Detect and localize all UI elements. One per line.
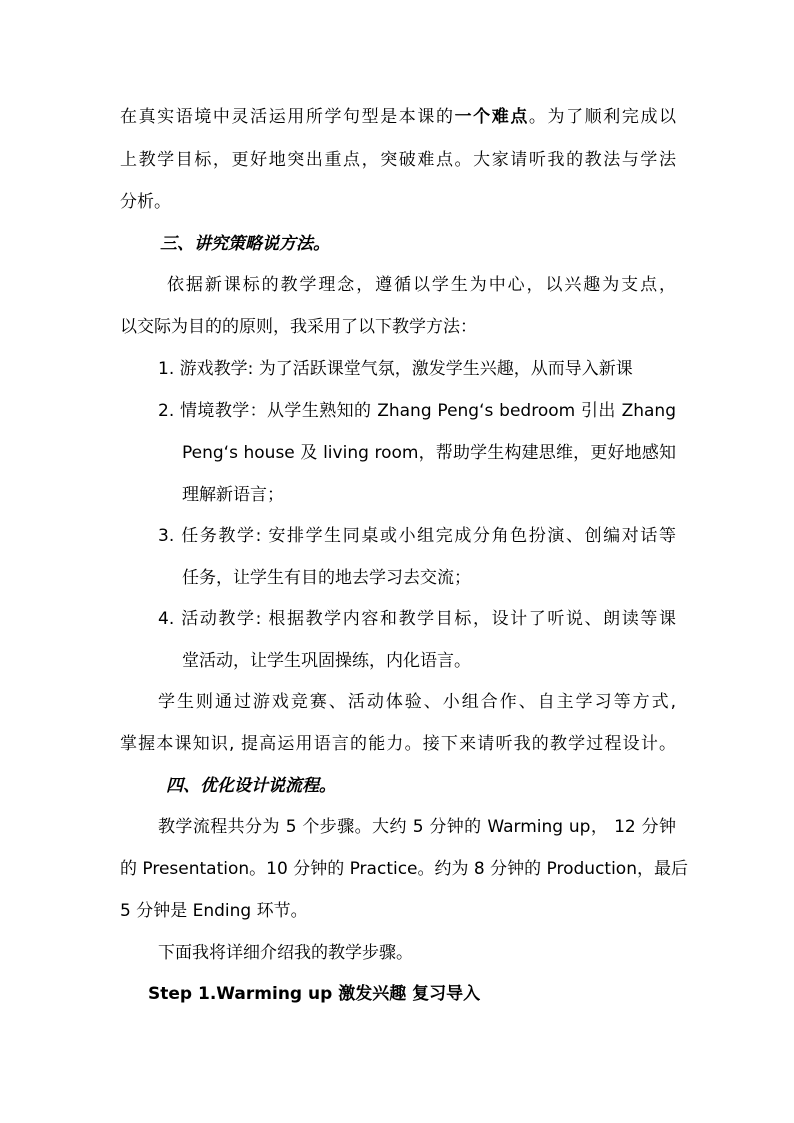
step-heading: Step 1.Warming up 激发兴趣 复习导入	[148, 984, 481, 1004]
paragraph-line: 分析。	[120, 192, 171, 212]
paragraph-line: 依据新课标的教学理念，遵循以学生为中心，以兴趣为支点，	[167, 275, 676, 295]
list-item: 3. 任务教学: 安排学生同桌或小组完成分角色扮演、创编对话等	[158, 526, 676, 546]
list-item: 1. 游戏教学: 为了活跃课堂气氛，激发学生兴趣，从而导入新课	[158, 359, 633, 379]
paragraph-line	[120, 105, 676, 129]
bold-text: 一个难点	[454, 107, 529, 127]
paragraph-line: 上教学目标，更好地突出重点，突破难点。大家请听我的教法与学法	[120, 150, 676, 170]
list-item-continuation: 理解新语言；	[182, 485, 284, 505]
section-heading: 三、讲究策略说方法。	[160, 234, 330, 254]
section-heading: 四、优化设计说流程。	[166, 776, 336, 796]
paragraph-line: 教学流程共分为 5 个步骤。大约 5 分钟的 Warming up， 12 分钟	[158, 817, 676, 837]
text-run: 在真实语境中灵活运用所学句型是本课的	[120, 107, 455, 127]
list-item: 4. 活动教学: 根据教学内容和教学目标，设计了听说、朗读等课	[158, 609, 676, 629]
list-item-continuation: 任务，让学生有目的地去学习去交流；	[182, 568, 471, 588]
list-item-continuation: Peng‘s house 及 living room，帮助学生构建思维，更好地感知	[182, 443, 676, 463]
text-run: 。为了顺利完成以	[528, 107, 677, 127]
paragraph-line: 学生则通过游戏竞赛、活动体验、小组合作、自主学习等方式,	[158, 692, 676, 712]
paragraph-line: 的 Presentation。10 分钟的 Practice。约为 8 分钟的 Production，最后	[120, 859, 688, 879]
list-item-continuation: 堂活动，让学生巩固操练，内化语言。	[182, 651, 471, 671]
paragraph-line: 下面我将详细介绍我的教学步骤。	[158, 943, 413, 963]
paragraph-line: 以交际为目的的原则，我采用了以下教学方法：	[120, 317, 477, 337]
paragraph-line: 掌握本课知识, 提高运用语言的能力。接下来请听我的教学过程设计。	[120, 734, 676, 754]
list-item: 2. 情境教学：从学生熟知的 Zhang Peng‘s bedroom 引出 Zhang	[158, 401, 676, 421]
paragraph-line: 5 分钟是 Ending 环节。	[120, 901, 308, 921]
